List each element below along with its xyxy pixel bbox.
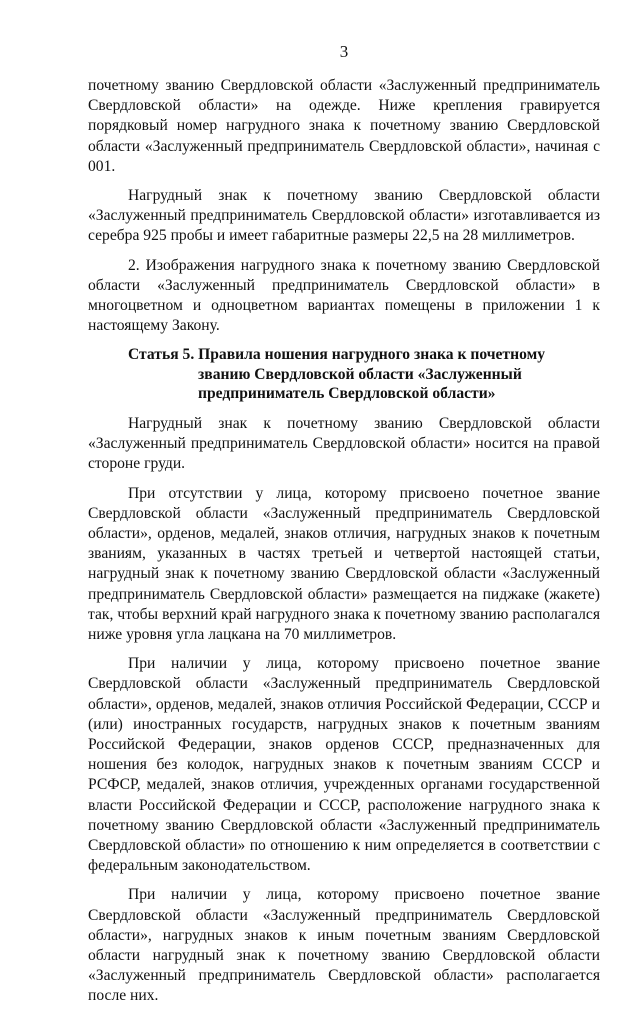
paragraph-federal-awards: При наличии у лица, которому присвоено почетное звание Свердловской области «Заслуженный предприниматель Свердловской области», орденов, медалей, знаков отличия Российской Федерации, СССР и (или) иностранных государств, нагрудных знаков к почетным званиям Российской Федерации, знаков орденов СССР, предназначенных для ношения без колодок, нагрудных знаков к почетным званиям СССР и РСФСР, медалей, знаков отличия, учрежденных органами государственной власти Российской Федерации и СССР, расположение нагрудного знака к почетному званию Свердловской области «Заслуженный предприниматель Свердловской области» по отношению к ним определяется в соответствии с федеральным законодательством.	[88, 655, 600, 875]
paragraph-wearing-side: Нагрудный знак к почетному званию Свердловской области «Заслуженный предприниматель Свердловской области» носится на правой стороне груди.	[88, 414, 600, 473]
article-heading-line-2: званию Свердловской области «Заслуженный	[198, 365, 522, 383]
article-heading-line-1: Статья 5. Правила ношения нагрудного знака к почетному	[128, 346, 545, 364]
paragraph-badge-material: Нагрудный знак к почетному званию Свердловской области «Заслуженный предприниматель Свердловской области» изготавливается из серебра 925 пробы и имеет габаритные размеры 22,5 на 28 миллиметров.	[88, 187, 600, 245]
paragraph-badge-images: 2. Изображения нагрудного знака к почетному званию Свердловской области «Заслуженный предприниматель Свердловской области» в многоцветном и одноцветном вариантах помещены в приложении 1 к настоящему Закону.	[88, 256, 600, 335]
article-heading-line-3: предприниматель Свердловской области»	[198, 385, 496, 403]
paragraph-continuation: почетному званию Свердловской области «Заслуженный предприниматель Свердловской области» на одежде. Ниже крепления гравируется порядковый номер нагрудного знака к почетному званию Свердловской области «Заслуженный предприниматель Свердловской области», начиная с 001.	[88, 77, 600, 175]
page-number: 3	[339, 42, 349, 61]
document-page	[88, 42, 600, 1016]
article-heading	[88, 345, 600, 404]
paragraph-no-other-awards: При отсутствии у лица, которому присвоено почетное звание Свердловской области «Заслуженный предприниматель Свердловской области», орденов, медалей, знаков отличия, нагрудных знаков к почетным званиям, указанных в частях третьей и четвертой настоящей статьи, нагрудный знак к почетному званию Свердловской области «Заслуженный предприниматель Свердловской области» размещается на пиджаке (жакете) так, чтобы верхний край нагрудного знака к почетному званию располагался ниже уровня угла лацкана на 70 миллиметров.	[88, 484, 600, 643]
paragraph-regional-awards: При наличии у лица, которому присвоено почетное звание Свердловской области «Заслуженный предприниматель Свердловской области», нагрудных знаков к иным почетным званиям Свердловской области нагрудный знак к почетному званию Свердловской области «Заслуженный предприниматель Свердловской области» располагается после них.	[88, 886, 600, 1005]
